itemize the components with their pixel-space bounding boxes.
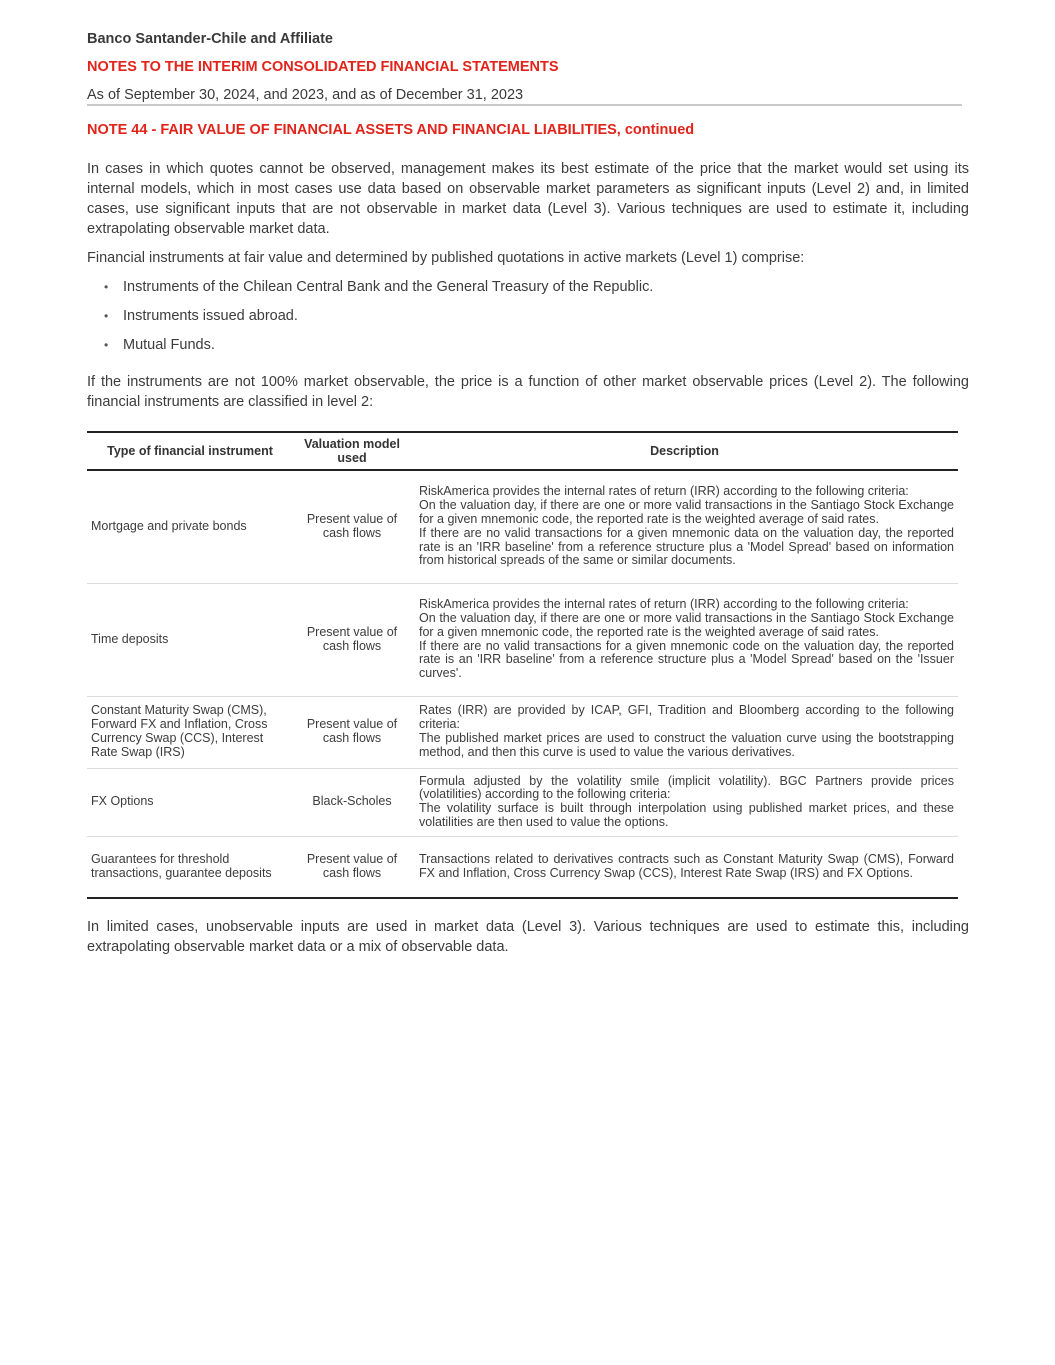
cell-model: Present value of cash flows	[293, 836, 411, 898]
table-row	[87, 696, 958, 768]
description-line: The published market prices are used to construct the valuation curve using the bootstrapping method, and then this curve is used to value the various derivatives.	[419, 731, 954, 759]
description-line: RiskAmerica provides the internal rates of return (IRR) according to the following criteria:	[419, 484, 909, 499]
paragraph-level3: In limited cases, unobservable inputs are used in market data (Level 3). Various techniques are used to estimate this, including extrapolating observable market data or a mix of observable data.	[87, 919, 969, 955]
description-line: On the valuation day, if there are one or more valid transactions in the Santiago Stock Exchange for a given mnemonic code, the reported rate is the weighted average of said rates.	[419, 498, 954, 526]
description-line: Rates (IRR) are provided by ICAP, GFI, Tradition and Bloomberg according to the following criteria:	[419, 703, 954, 732]
description-line: Formula adjusted by the volatility smile (implicit volatility). BGC Partners provide prices (volatilities) according to the following criteria:	[419, 773, 954, 802]
instruments-table	[87, 431, 958, 899]
description-line: Transactions related to derivatives contracts such as Constant Maturity Swap (CMS), Forward FX and Inflation, Cross Currency Swap (CCS), Interest Rate Swap (IRS) and FX Options.	[419, 852, 954, 880]
cell-description	[411, 470, 958, 583]
table-row	[87, 470, 958, 583]
table-row	[87, 836, 958, 898]
bullet-text: Instruments of the Chilean Central Bank and the General Treasury of the Republic.	[123, 279, 654, 295]
bullet-icon: •	[104, 280, 109, 294]
notes-title: NOTES TO THE INTERIM CONSOLIDATED FINANCIAL STATEMENTS	[87, 59, 559, 75]
list-item	[104, 306, 964, 335]
level2-instruments-table	[87, 431, 958, 899]
cell-type: Constant Maturity Swap (CMS), Forward FX and Inflation, Cross Currency Swap (CCS), Interest Rate Swap (IRS)	[87, 696, 293, 768]
description-line: If there are no valid transactions for a given mnemonic data on the valuation day, the reported rate is an 'IRR baseline' from a reference structure plus a 'Model Spread' based on information from historical spreads of the same or similar documents.	[419, 525, 954, 568]
paragraph-intro: In cases in which quotes cannot be observed, management makes its best estimate of the price that the market would set using its internal models, which in most cases use data based on observable market parameters as significant inputs (Level 2) and, in limited cases, use significant inputs that are not observable in market data (Level 3). Various techniques are used to estimate it, including extrapolating observable market data.	[87, 161, 969, 237]
bullet-icon: •	[104, 338, 109, 352]
cell-type: Mortgage and private bonds	[87, 470, 293, 583]
cell-model: Black-Scholes	[293, 768, 411, 836]
list-item	[104, 277, 964, 306]
paragraph-level2: If the instruments are not 100% market observable, the price is a function of other market observable prices (Level 2). The following financial instruments are classified in level 2:	[87, 374, 969, 410]
company-name: Banco Santander-Chile and Affiliate	[87, 31, 333, 47]
cell-type: Time deposits	[87, 583, 293, 696]
cell-model: Present value of cash flows	[293, 470, 411, 583]
table-body	[87, 470, 958, 898]
table-header-row	[87, 432, 958, 470]
cell-model: Present value of cash flows	[293, 583, 411, 696]
cell-description	[411, 696, 958, 768]
description-line: On the valuation day, if there are one or more valid transactions in the Santiago Stock Exchange for a given mnemonic code, the reported rate is the weighted average of said rates.	[419, 610, 954, 639]
cell-model: Present value of cash flows	[293, 696, 411, 768]
level1-bullet-list	[104, 277, 964, 364]
description-line: If there are no valid transactions for a given mnemonic code on the valuation day, the reported rate is an 'IRR baseline' from a reference structure plus a 'Model Spread' based on the 'Issuer curves'.	[419, 638, 954, 681]
list-item	[104, 335, 964, 364]
cell-description	[411, 768, 958, 836]
bullet-text: Instruments issued abroad.	[123, 308, 298, 324]
cell-description	[411, 583, 958, 696]
cell-type: Guarantees for threshold transactions, guarantee deposits	[87, 836, 293, 898]
table-header	[87, 432, 958, 470]
cell-description	[411, 836, 958, 898]
header-model: Valuation model used	[293, 432, 411, 470]
header-divider	[87, 104, 962, 106]
description-line: The volatility surface is built through interpolation using published market prices, and these volatilities are then used to value the options.	[419, 801, 954, 829]
header-type: Type of financial instrument	[87, 432, 293, 470]
table-row	[87, 768, 958, 836]
cell-type: FX Options	[87, 768, 293, 836]
as-of-date: As of September 30, 2024, and 2023, and as of December 31, 2023	[87, 87, 524, 103]
table-row	[87, 583, 958, 696]
bullet-icon: •	[104, 309, 109, 323]
paragraph-level1: Financial instruments at fair value and determined by published quotations in active markets (Level 1) comprise:	[87, 250, 805, 266]
header-description: Description	[411, 432, 958, 470]
note-title: NOTE 44 - FAIR VALUE OF FINANCIAL ASSETS AND FINANCIAL LIABILITIES, continued	[87, 122, 695, 138]
bullet-text: Mutual Funds.	[123, 337, 215, 353]
description-line: RiskAmerica provides the internal rates of return (IRR) according to the following criteria:	[419, 597, 909, 612]
